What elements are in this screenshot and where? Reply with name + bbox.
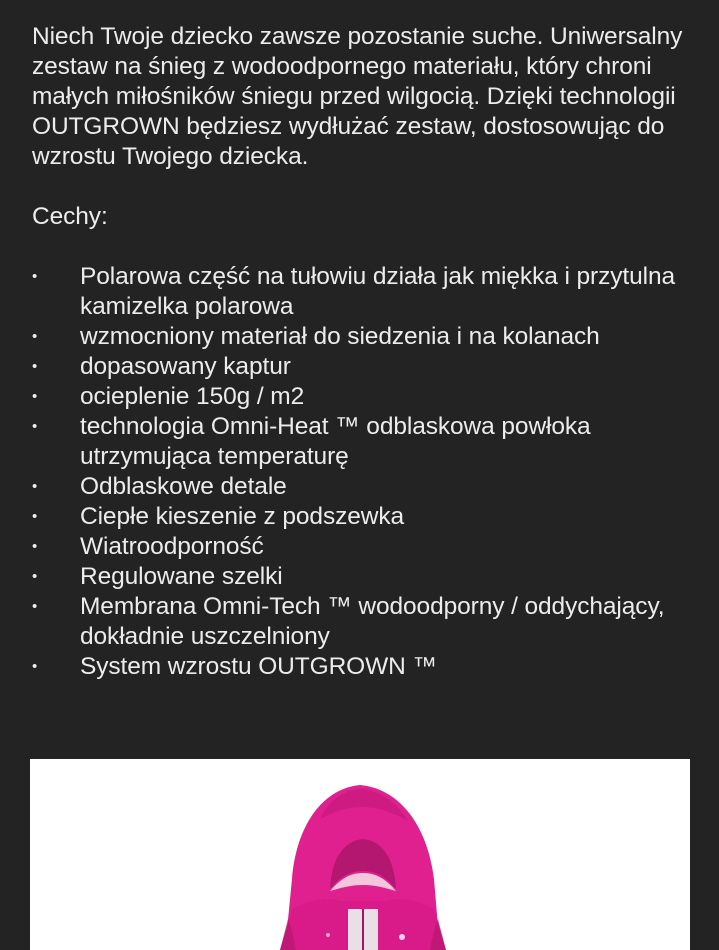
description-paragraph: Niech Twoje dziecko zawsze pozostanie suche. Uniwersalny zestaw na śnieg z wodoodpornego materiału, który chroni małych miłośników śniegu przed wilgocią. Dzięki technologii OUTGROWN będziesz wydłużać zestaw, dostosowując do wzrostu Twojego dziecka. xyxy=(32,23,683,170)
feature-text: ocieplenie 150g / m2 xyxy=(80,383,305,410)
pink-jacket-illustration xyxy=(30,759,690,950)
feature-text: dopasowany kaptur xyxy=(80,353,291,380)
bullet-icon: • xyxy=(32,328,38,345)
product-image[interactable] xyxy=(30,759,690,950)
feature-item xyxy=(32,532,692,562)
feature-item xyxy=(32,412,692,472)
product-description xyxy=(32,22,692,682)
feature-item xyxy=(32,322,692,352)
feature-text: Regulowane szelki xyxy=(80,563,283,590)
feature-text: wzmocniony materiał do siedzenia i na kolanach xyxy=(80,323,600,350)
bullet-icon: • xyxy=(32,388,38,405)
bullet-icon: • xyxy=(32,358,38,375)
bullet-icon: • xyxy=(32,508,38,525)
bullet-icon: • xyxy=(32,538,38,555)
feature-item xyxy=(32,502,692,532)
features-heading: Cechy: xyxy=(32,203,108,230)
feature-text: Membrana Omni-Tech ™ wodoodporny / oddychający, dokładnie uszczelniony xyxy=(80,593,665,650)
feature-text: Wiatroodporność xyxy=(80,533,264,560)
feature-text: technologia Omni-Heat ™ odblaskowa powłoka utrzymująca temperaturę xyxy=(80,413,591,470)
feature-text: Odblaskowe detale xyxy=(80,473,287,500)
bullet-icon: • xyxy=(32,268,38,285)
feature-item xyxy=(32,352,692,382)
feature-item xyxy=(32,472,692,502)
feature-text: Polarowa część na tułowiu działa jak miękka i przytulna kamizelka polarowa xyxy=(80,263,676,320)
feature-text: Ciepłe kieszenie z podszewka xyxy=(80,503,405,530)
feature-text: System wzrostu OUTGROWN ™ xyxy=(80,653,437,680)
features-list xyxy=(32,262,692,682)
feature-item xyxy=(32,382,692,412)
bullet-icon: • xyxy=(32,598,38,615)
feature-item xyxy=(32,262,692,322)
feature-item xyxy=(32,562,692,592)
feature-item xyxy=(32,592,692,652)
feature-item xyxy=(32,652,692,682)
bullet-icon: • xyxy=(32,658,38,675)
bullet-icon: • xyxy=(32,418,38,435)
bullet-icon: • xyxy=(32,478,38,495)
bullet-icon: • xyxy=(32,568,38,585)
